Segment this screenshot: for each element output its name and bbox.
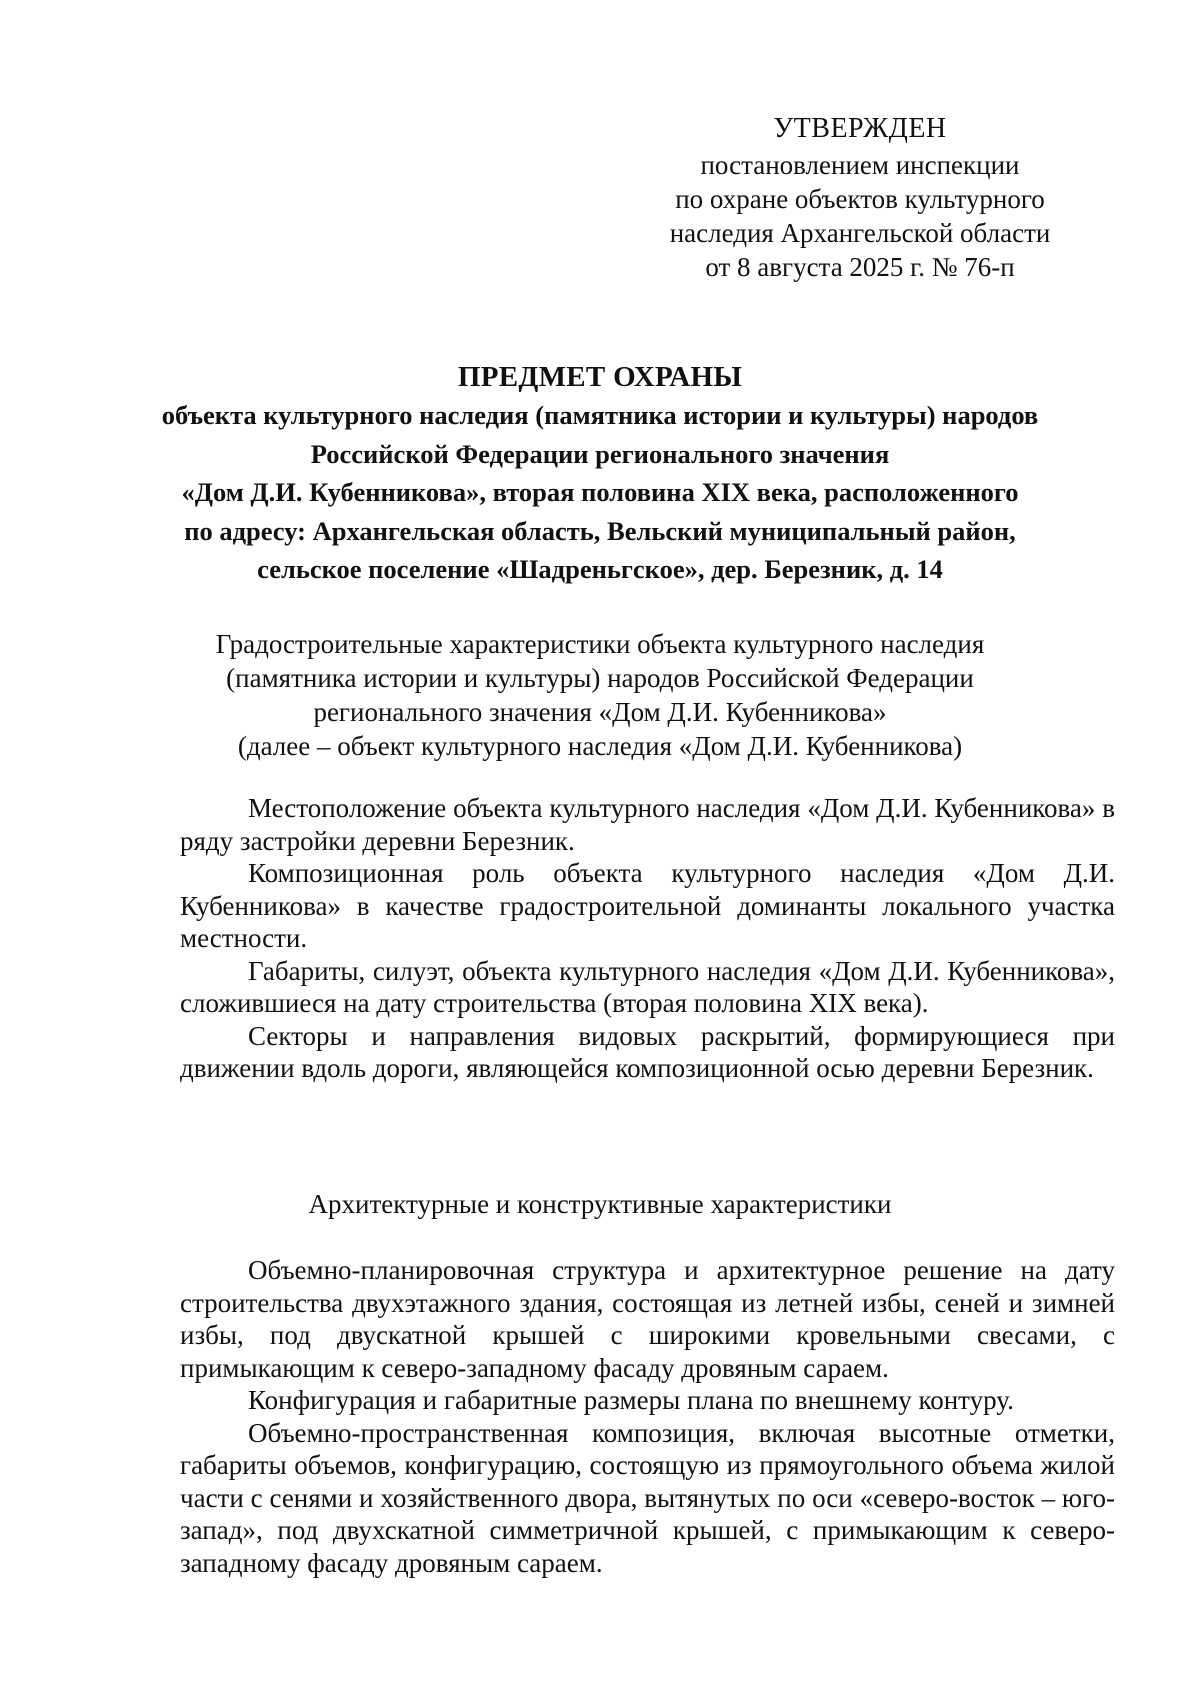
section-body-urban — [180, 792, 1115, 1085]
section-heading-line: (далее – объект культурного наследия «Дом Д.И. Кубенникова) — [237, 731, 963, 761]
document-heading — [150, 358, 1050, 589]
paragraph: Секторы и направления видовых раскрытий, формирующиеся при движении вдоль дороги, являющейся композиционной осью деревни Березник. — [180, 1020, 1115, 1083]
section-heading-urban — [150, 627, 1050, 763]
section-heading-line: регионального значения «Дом Д.И. Кубенникова» — [313, 697, 887, 727]
section-heading-line: (памятника истории и культуры) народов Российской Федерации — [226, 663, 974, 693]
approval-title: УТВЕРЖДЕН — [773, 113, 947, 144]
paragraph: Конфигурация и габаритные размеры плана по внешнему контуру. — [248, 1385, 1014, 1415]
section-heading-line: Архитектурные и конструктивные характеристики — [308, 1189, 892, 1219]
approval-line: от 8 августа 2025 г. № 76-п — [705, 252, 1015, 282]
heading-line: Российской Федерации регионального значения — [310, 438, 890, 469]
heading-line: сельское поселение «Шадреньгское», дер. Березник, д. 14 — [257, 554, 943, 584]
paragraph: Объемно-пространственная композиция, включая высотные отметки, габариты объемов, конфигурацию, состоящую из прямоугольного объема жилой части с сенями и хозяйственного двора, вытянутых по оси «северо-восток – юго-запад», под двухскатной симметричной крышей, с примыкающим к северо-западному фасаду дровяным сараем. — [180, 1417, 1115, 1578]
paragraph: Габариты, силуэт, объекта культурного наследия «Дом Д.И. Кубенникова», сложившиеся на дату строительства (вторая половина XIX века). — [180, 955, 1115, 1018]
approval-line: по охране объектов культурного — [675, 184, 1045, 214]
paragraph: Композиционная роль объекта культурного наследия «Дом Д.И. Кубенникова» в качестве градостроительной доминанты локального участка местности. — [180, 858, 1115, 953]
paragraph: Местоположение объекта культурного наследия «Дом Д.И. Кубенникова» в ряду застройки деревни Березник. — [180, 793, 1115, 856]
paragraph: Объемно-планировочная структура и архитектурное решение на дату строительства двухэтажного здания, состоящая из летней избы, сеней и зимней избы, под двускатной крышей с широкими кровельными свесами, с примыкающим к северо-западному фасаду дровяным сараем. — [180, 1255, 1115, 1383]
heading-line: по адресу: Архангельская область, Вельский муниципальный район, — [184, 515, 1016, 546]
approval-line: постановлением инспекции — [700, 150, 1020, 180]
heading-line: «Дом Д.И. Кубенникова», вторая половина XIX века, расположенного — [181, 477, 1019, 507]
document-title: ПРЕДМЕТ ОХРАНЫ — [457, 361, 743, 393]
section-body-architecture — [180, 1254, 1115, 1579]
section-heading-line: Градостроительные характеристики объекта культурного наследия — [215, 629, 985, 659]
approval-line: наследия Архангельской области — [669, 218, 1051, 248]
heading-line: объекта культурного наследия (памятника истории и культуры) народов — [161, 400, 1039, 430]
approval-stamp — [640, 112, 1080, 284]
section-heading-architecture — [150, 1187, 1050, 1221]
